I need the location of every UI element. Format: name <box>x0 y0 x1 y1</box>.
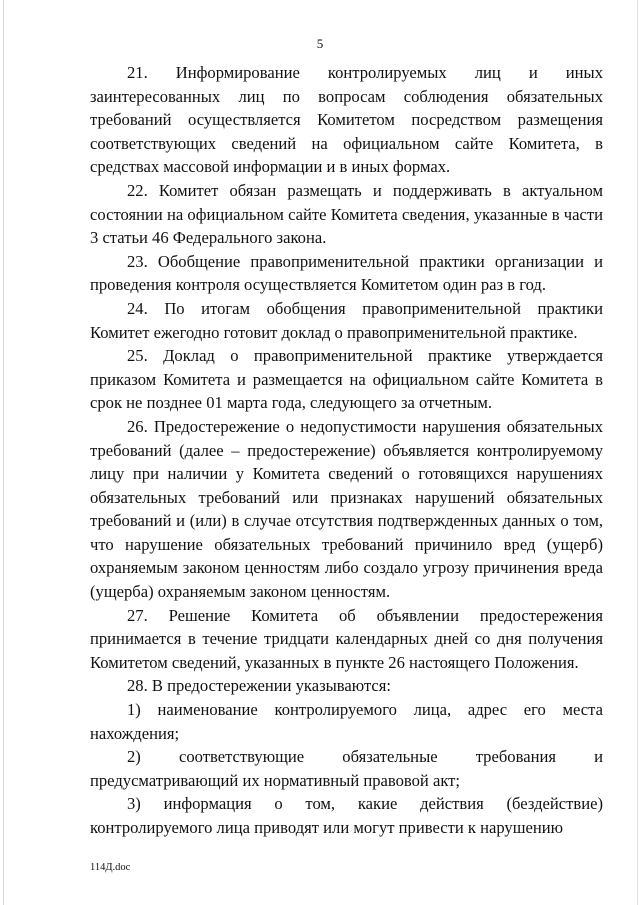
list-item-3: 3) информация о том, какие действия (бездействие) контролируемого лица приводят или могут привести к нарушению <box>90 794 603 837</box>
list-item-1: 1) наименование контролируемого лица, адрес его места нахождения; <box>90 700 603 743</box>
paragraph-25: 25. Доклад о правоприменительной практике утверждается приказом Комитета и размещается на официальном сайте Комитета в срок не позднее 01 марта года, следующего за отчетным. <box>90 346 603 413</box>
paragraph-24: 24. По итогам обобщения правоприменительной практики Комитет ежегодно готовит доклад о правоприменительной практике. <box>90 298 603 342</box>
paragraph-21: 21. Информирование контролируемых лиц и иных заинтересованных лиц по вопросам соблюдения обязательных требований осуществляется Комитетом посредством размещения соответствующих сведений на официальном сайте Комитета, в средствах массовой информации и в иных формах. <box>90 63 603 177</box>
paragraph-28: 28. В предостережении указываются: <box>127 676 392 696</box>
scan-edge-left <box>3 0 4 905</box>
footer-filename: 114Д.doc <box>90 862 131 873</box>
document-body <box>90 61 603 840</box>
paragraph-27: 27. Решение Комитета об объявлении предостережения принимается в течение тридцати календарных дней со дня получения Комитетом сведений, указанных в пункте 26 настоящего Положения. <box>90 605 603 672</box>
paragraph-26: 26. Предостережение о недопустимости нарушения обязательных требований (далее – предостережение) объявляется контролируемому лицу при наличии у Комитета сведений о готовящихся нарушениях обязательных требований или признаках нарушений обязательных требований и (или) в случае отсутствия подтвержденных данных о том, что нарушение обязательных требований причинило вред (ущерб) охраняемым законом ценностям либо создало угрозу причинения вреда (ущерба) охраняемым законом ценностям. <box>90 416 603 602</box>
paragraph-23: 23. Обобщение правоприменительной практики организации и проведения контроля осуществляется Комитетом один раз в год. <box>90 251 603 295</box>
list-item-2: 2) соответствующие обязательные требования и предусматривающий их нормативный правовой акт; <box>90 747 603 790</box>
page-number: 5 <box>316 36 324 51</box>
paragraph-22: 22. Комитет обязан размещать и поддерживать в актуальном состоянии на официальном сайте Комитета сведения, указанные в части 3 статьи 46 Федерального закона. <box>90 180 603 248</box>
scan-edge-right <box>637 0 638 905</box>
